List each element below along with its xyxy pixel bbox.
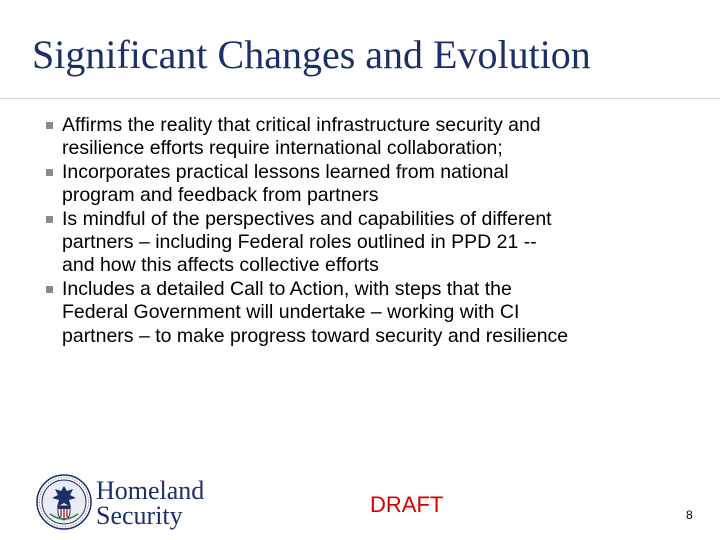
homeland-security-wordmark (96, 478, 204, 528)
title-divider (0, 98, 720, 99)
homeland-security-logo (36, 474, 226, 530)
bullet-list (46, 114, 706, 348)
square-bullet-icon (46, 169, 53, 176)
bullet-line: Is mindful of the perspectives and capabilities of different (62, 207, 552, 230)
bullet-item (46, 208, 706, 278)
dhs-seal-icon (36, 474, 92, 530)
bullet-line: resilience efforts require international collaboration; (62, 137, 503, 160)
bullet-line: program and feedback from partners (62, 184, 379, 207)
bullet-line: Affirms the reality that critical infrastructure security and (62, 114, 541, 136)
bullet-item (46, 278, 706, 348)
wordmark-line: Homeland (96, 476, 205, 505)
bullet-item (46, 114, 706, 161)
square-bullet-icon (46, 216, 53, 223)
bullet-item (46, 161, 706, 208)
square-bullet-icon (46, 122, 53, 129)
bullet-line: partners – including Federal roles outlined in PPD 21 -- (62, 231, 537, 254)
slide-title: Significant Changes and Evolution (32, 32, 591, 77)
bullet-line: Federal Government will undertake – working with CI (62, 301, 520, 324)
square-bullet-icon (46, 286, 53, 293)
wordmark-line: Security (96, 501, 183, 530)
bullet-line: and how this affects collective efforts (62, 254, 379, 277)
bullet-line: Includes a detailed Call to Action, with steps that the (62, 277, 512, 300)
bullet-line: partners – to make progress toward security and resilience (62, 324, 569, 347)
page-number: 8 (686, 508, 693, 522)
bullet-line: Incorporates practical lessons learned from national (62, 160, 509, 183)
draft-label: DRAFT (370, 492, 444, 517)
